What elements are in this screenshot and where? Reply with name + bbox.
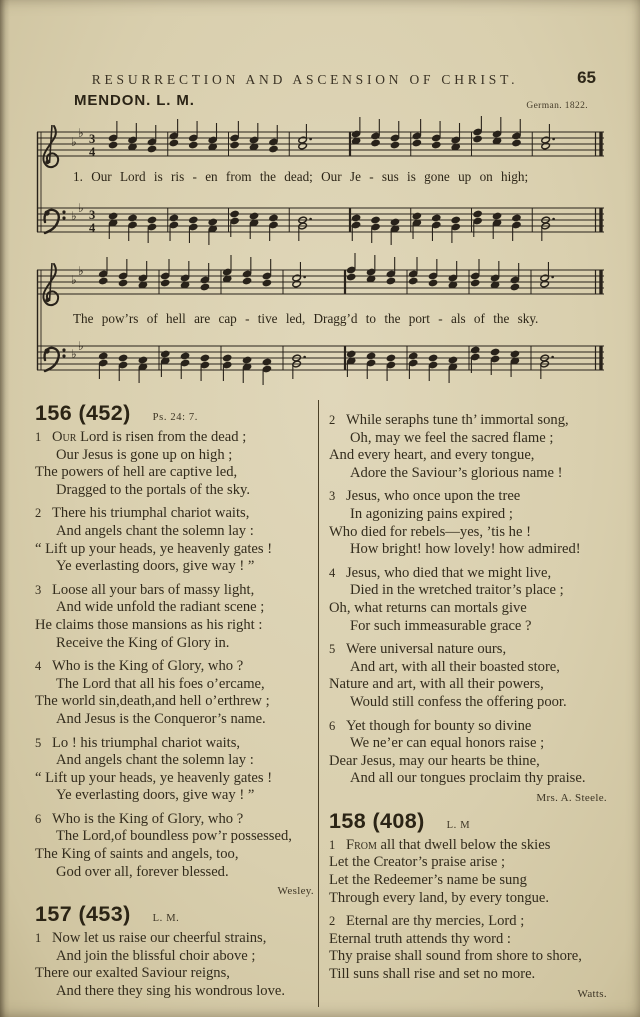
verse-line: How bright! how lovely! how admired!: [350, 541, 581, 558]
verse-line: The Lord that all his foes o’ercame,: [56, 675, 265, 692]
verse-line: Oh, what returns can mortals give: [329, 599, 527, 616]
hymn-heading: [35, 401, 318, 426]
flat-sign: ♭: [71, 135, 77, 149]
verse-line: 4 Who is the King of Glory, who ?: [35, 658, 244, 675]
music-system: [37, 253, 604, 305]
verse-line: Who died for rebels—yes, ’tis he !: [329, 523, 531, 540]
verse-line: And Jesus is the Conqueror’s name.: [56, 710, 266, 727]
music-engraving: [33, 116, 608, 400]
flat-sign: ♭: [71, 347, 77, 361]
verse-number: 3: [35, 582, 42, 597]
verse-number: 2: [35, 506, 42, 521]
verse-line: 1 From all that dwell below the skies: [329, 836, 551, 853]
flat-sign: ♭: [78, 339, 84, 353]
time-signature-bottom: 4: [89, 145, 96, 159]
verse: [35, 811, 318, 881]
verse-line: The powers of hell are captive led,: [35, 464, 238, 481]
verse: [329, 718, 611, 788]
verse-line: Nature and art, with all their powers,: [329, 676, 544, 693]
verse-line: Our Jesus is gone up on high ;: [56, 446, 233, 463]
hymn-meta: L. M: [446, 819, 471, 831]
music-system: [37, 339, 604, 385]
verse-line: Thy praise shall sound from shore to shore,: [329, 948, 582, 965]
small-caps-lead: Our: [52, 429, 77, 445]
verse: [35, 505, 318, 575]
verse-line: Through every land, by every tongue.: [329, 889, 550, 906]
attribution: Mrs. A. Steele.: [536, 791, 607, 804]
page-number: 65: [577, 68, 596, 87]
verse-line: Dear Jesus, may our hearts be thine,: [329, 752, 540, 769]
verse-number: 1: [329, 837, 336, 852]
verse-line: 2 There his triumphal chariot waits,: [35, 505, 250, 522]
verse-line: The world sin,death,and hell o’erthrew ;: [35, 693, 270, 710]
verse-line: And there they sing his wondrous love.: [56, 983, 286, 1000]
hymn-number: 156 (452): [35, 401, 131, 425]
verse-line: The Lord,of boundless pow’r possessed,: [56, 828, 292, 845]
verse-line: Till suns shall rise and set no more.: [329, 966, 536, 983]
verse: [329, 913, 611, 983]
tune-attribution: German. 1822.: [526, 101, 588, 111]
verse-line: He claims those mansions as his right :: [35, 616, 263, 633]
verse-line: And angels chant the solemn lay :: [56, 752, 254, 769]
music-system: [37, 201, 604, 245]
verse-line: We ne’er can equal honors raise ;: [350, 735, 545, 752]
verse-line: Let the Redeemer’s name be sung: [329, 872, 527, 889]
verse-line: And all our tongues proclaim thy praise.: [350, 770, 586, 787]
verse-number: 2: [329, 914, 336, 929]
verse-line: And wide unfold the radiant scene ;: [56, 599, 265, 616]
flat-sign: ♭: [78, 201, 84, 215]
verse-line: 3 Jesus, who once upon the tree: [329, 488, 521, 505]
verse-line: 5 Lo ! his triumphal chariot waits,: [35, 734, 241, 751]
hymn-number: 157 (453): [35, 902, 131, 927]
verse-line: 6 Yet though for bounty so divine: [329, 717, 532, 734]
verse-line: Eternal truth attends thy word :: [329, 930, 511, 947]
verse-line: 2 Eternal are thy mercies, Lord ;: [329, 913, 525, 930]
time-signature-top: 3: [89, 132, 96, 146]
running-header: RESURRECTION AND ASCENSION OF CHRIST.: [91, 72, 519, 87]
verse-line: Adore the Saviour’s glorious name !: [350, 464, 563, 481]
flat-sign: ♭: [71, 209, 77, 223]
hymn-meta: L. M.: [152, 913, 180, 925]
verse-line: Let the Creator’s praise arise ;: [329, 854, 506, 871]
verse-number: 5: [329, 642, 336, 657]
verse-line: And art, with all their boasted store,: [350, 658, 560, 675]
music-system: [37, 116, 604, 167]
flat-sign: ♭: [78, 264, 84, 278]
attribution: Watts.: [577, 987, 607, 1000]
hymn-meta: Ps. 24: 7.: [152, 412, 199, 423]
small-caps-lead: From: [346, 836, 377, 853]
verse: [35, 429, 318, 499]
flat-sign: ♭: [78, 126, 84, 140]
verse-line: Ye everlasting doors, give way ! ”: [56, 787, 255, 804]
verse-number: 6: [35, 811, 42, 826]
verse: [329, 565, 611, 635]
hymn-heading: [35, 902, 318, 927]
verse-line: 1 Our Lord is risen from the dead ;: [35, 429, 247, 445]
hymn-number: 158 (408): [329, 808, 425, 833]
verse: [35, 735, 318, 805]
verse-line: “ Lift up your heads, ye heavenly gates !: [35, 769, 273, 786]
verse-number: 2: [329, 413, 336, 427]
verse-line: Ye everlasting doors, give way ! ”: [56, 558, 255, 575]
verse-line: For such immeasurable grace ?: [350, 617, 532, 634]
verse-number: 5: [35, 735, 42, 750]
verse-number: 6: [329, 718, 336, 733]
verse-line: 4 Jesus, who died that we might live,: [329, 564, 552, 581]
verse: [329, 488, 611, 558]
time-signature-top: 3: [89, 208, 96, 222]
lyric-line-1: 1. Our Lord is ris - en from the dead; Our Je - sus is gone up on high;: [73, 169, 529, 184]
hymn-column-right: [318, 400, 611, 1007]
verse: [35, 658, 318, 728]
verse: [329, 412, 611, 482]
verse-line: And every heart, and every tongue,: [329, 447, 535, 464]
verse-line: “ Lift up your heads, ye heavenly gates !: [35, 540, 273, 557]
verse-line: Oh, may we feel the sacred flame ;: [350, 429, 554, 446]
verse-line: 6 Who is the King of Glory, who ?: [35, 810, 244, 827]
verse: [35, 930, 318, 1000]
verse-line: 1 Now let us raise our cheerful strains,: [35, 930, 267, 947]
time-signature-bottom: 4: [89, 221, 96, 235]
verse: [329, 837, 611, 907]
verse-line: Receive the King of Glory in.: [56, 634, 230, 651]
verse: [329, 641, 611, 711]
lyric-line-2: The pow’rs of hell are cap - tive led, Dragg’d to the port - als of the sky.: [73, 311, 539, 326]
verse-line: Dragged to the portals of the sky.: [56, 481, 250, 498]
flat-sign: ♭: [71, 273, 77, 287]
hymn-text-columns: [35, 400, 613, 1007]
verse-line: 5 Were universal nature ours,: [329, 641, 507, 658]
verse-number: 3: [329, 489, 336, 504]
verse-number: 1: [35, 931, 42, 946]
verse-line: In agonizing pains expired ;: [350, 505, 513, 522]
verse-line: 2 While seraphs tune th’ immortal song,: [329, 412, 569, 428]
verse: [35, 582, 318, 652]
verse-line: And join the blissful choir above ;: [56, 947, 256, 964]
verse-line: God over all, forever blessed.: [56, 863, 229, 880]
verse-line: 3 Loose all your bars of massy light,: [35, 581, 255, 598]
verse-number: 4: [329, 565, 336, 580]
verse-number: 4: [35, 659, 42, 674]
attribution: Wesley.: [277, 885, 314, 898]
verse-line: The King of saints and angels, too,: [35, 846, 239, 863]
verse-line: Died in the wretched traitor’s place ;: [350, 582, 564, 599]
tune-title: MENDON. L. M.: [74, 92, 195, 109]
verse-line: And angels chant the solemn lay :: [56, 522, 254, 539]
hymn-column-left: [35, 400, 318, 1007]
verse-number: 1: [35, 430, 42, 444]
verse-line: There our exalted Saviour reigns,: [35, 965, 230, 982]
verse-line: Would still confess the offering poor.: [350, 693, 567, 710]
hymn-heading: [329, 809, 611, 834]
